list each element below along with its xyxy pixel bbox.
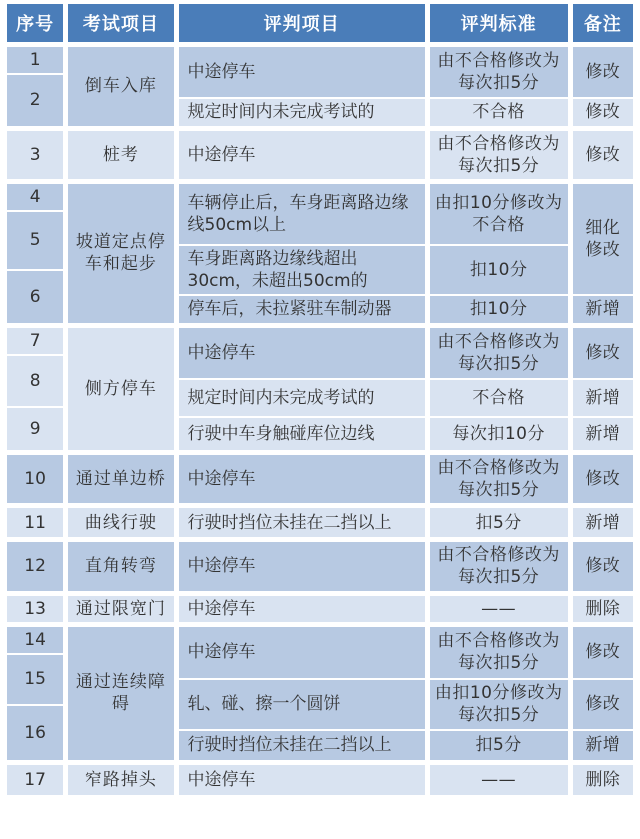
- remark-cell: 修改: [570, 325, 635, 379]
- seq-number-cell: 15: [5, 654, 66, 705]
- judge-standard-cell: 由扣10分修改为每次扣5分: [427, 679, 570, 730]
- judge-item-cell: 行驶中车身触碰库位边线: [176, 417, 427, 453]
- seq-number-cell: 9: [5, 407, 66, 453]
- remark-cell: 修改: [570, 679, 635, 730]
- test-item-cell: 窄路掉头: [66, 763, 176, 796]
- seq-number-cell: 2: [5, 74, 66, 128]
- test-item-cell: 直角转弯: [66, 540, 176, 593]
- seq-number-cell: 17: [5, 763, 66, 796]
- judge-item-cell: 中途停车: [176, 763, 427, 796]
- judge-standard-cell: 由不合格修改为每次扣5分: [427, 325, 570, 379]
- seq-number-cell: 11: [5, 506, 66, 540]
- table-row: [5, 593, 636, 624]
- seq-number-cell: 3: [5, 128, 66, 181]
- judge-item-cell: 中途停车: [176, 453, 427, 506]
- judge-standard-cell: ——: [427, 763, 570, 796]
- remark-cell: 修改: [570, 98, 635, 128]
- judge-standard-cell: 扣5分: [427, 506, 570, 540]
- seq-number-cell: 5: [5, 211, 66, 270]
- header-cell: 序号: [5, 3, 66, 45]
- test-item-cell: 倒车入库: [66, 45, 176, 129]
- table-row: [5, 181, 636, 211]
- judge-standard-cell: ——: [427, 593, 570, 624]
- judge-standard-cell: 由扣10分修改为不合格: [427, 181, 570, 245]
- test-item-cell: 侧方停车: [66, 325, 176, 453]
- judge-standard-cell: 由不合格修改为每次扣5分: [427, 624, 570, 679]
- table-row: [5, 540, 636, 593]
- judge-item-cell: 中途停车: [176, 593, 427, 624]
- judge-item-cell: 车辆停止后，车身距离路边缘线50cm以上: [176, 181, 427, 245]
- seq-number-cell: 16: [5, 705, 66, 763]
- header-cell: 考试项目: [66, 3, 176, 45]
- header-cell: 评判标准: [427, 3, 570, 45]
- judge-item-cell: 停车后，未拉紧驻车制动器: [176, 295, 427, 325]
- table-row: [5, 624, 636, 654]
- remark-cell: 删除: [570, 763, 635, 796]
- judge-item-cell: 行驶时挡位未挂在二挡以上: [176, 506, 427, 540]
- seq-number-cell: 13: [5, 593, 66, 624]
- remark-cell: 新增: [570, 417, 635, 453]
- remark-cell: 删除: [570, 593, 635, 624]
- seq-number-cell: 6: [5, 270, 66, 325]
- judge-item-cell: 中途停车: [176, 325, 427, 379]
- judge-standard-cell: 扣10分: [427, 295, 570, 325]
- test-item-cell: 曲线行驶: [66, 506, 176, 540]
- judge-standard-cell: 不合格: [427, 98, 570, 128]
- judge-item-cell: 行驶时挡位未挂在二挡以上: [176, 730, 427, 763]
- judge-item-cell: 中途停车: [176, 540, 427, 593]
- remark-cell: 新增: [570, 730, 635, 763]
- judge-item-cell: 规定时间内未完成考试的: [176, 379, 427, 417]
- test-item-cell: 通过连续障碍: [66, 624, 176, 763]
- remark-cell: 新增: [570, 379, 635, 417]
- seq-number-cell: 7: [5, 325, 66, 355]
- remark-cell: 修改: [570, 128, 635, 181]
- judge-item-cell: 车身距离路边缘线超出30cm，未超出50cm的: [176, 245, 427, 295]
- judge-item-cell: 规定时间内未完成考试的: [176, 98, 427, 128]
- judge-item-cell: 中途停车: [176, 128, 427, 181]
- table-body: [5, 45, 636, 796]
- remark-cell: 修改: [570, 624, 635, 679]
- table-row: [5, 763, 636, 796]
- test-item-cell: 坡道定点停车和起步: [66, 181, 176, 325]
- judge-item-cell: 中途停车: [176, 45, 427, 99]
- remark-cell: 新增: [570, 295, 635, 325]
- table-header: [5, 3, 636, 45]
- table-row: [5, 325, 636, 355]
- seq-number-cell: 8: [5, 355, 66, 407]
- judge-standard-cell: 由不合格修改为每次扣5分: [427, 453, 570, 506]
- seq-number-cell: 10: [5, 453, 66, 506]
- table-row: [5, 128, 636, 181]
- table-row: [5, 45, 636, 75]
- judge-standard-cell: 由不合格修改为每次扣5分: [427, 540, 570, 593]
- seq-number-cell: 1: [5, 45, 66, 75]
- test-item-cell: 通过限宽门: [66, 593, 176, 624]
- judge-standard-cell: 每次扣10分: [427, 417, 570, 453]
- judge-item-cell: 中途停车: [176, 624, 427, 679]
- judge-standard-cell: 由不合格修改为每次扣5分: [427, 45, 570, 99]
- seq-number-cell: 14: [5, 624, 66, 654]
- header-cell: 备注: [570, 3, 635, 45]
- test-item-cell: 桩考: [66, 128, 176, 181]
- header-cell: 评判项目: [176, 3, 427, 45]
- test-item-cell: 通过单边桥: [66, 453, 176, 506]
- remark-cell: 新增: [570, 506, 635, 540]
- table-row: [5, 506, 636, 540]
- table-row: [5, 453, 636, 506]
- judge-standard-cell: 不合格: [427, 379, 570, 417]
- remark-cell: 修改: [570, 540, 635, 593]
- header-row: [5, 3, 636, 45]
- seq-number-cell: 12: [5, 540, 66, 593]
- remark-cell: 修改: [570, 453, 635, 506]
- judge-item-cell: 轧、碰、擦一个圆饼: [176, 679, 427, 730]
- remark-cell: 细化修改: [570, 181, 635, 295]
- judge-standard-cell: 扣5分: [427, 730, 570, 763]
- judge-standard-cell: 扣10分: [427, 245, 570, 295]
- remark-cell: 修改: [570, 45, 635, 99]
- seq-number-cell: 4: [5, 181, 66, 211]
- criteria-table: [2, 2, 638, 797]
- judge-standard-cell: 由不合格修改为每次扣5分: [427, 128, 570, 181]
